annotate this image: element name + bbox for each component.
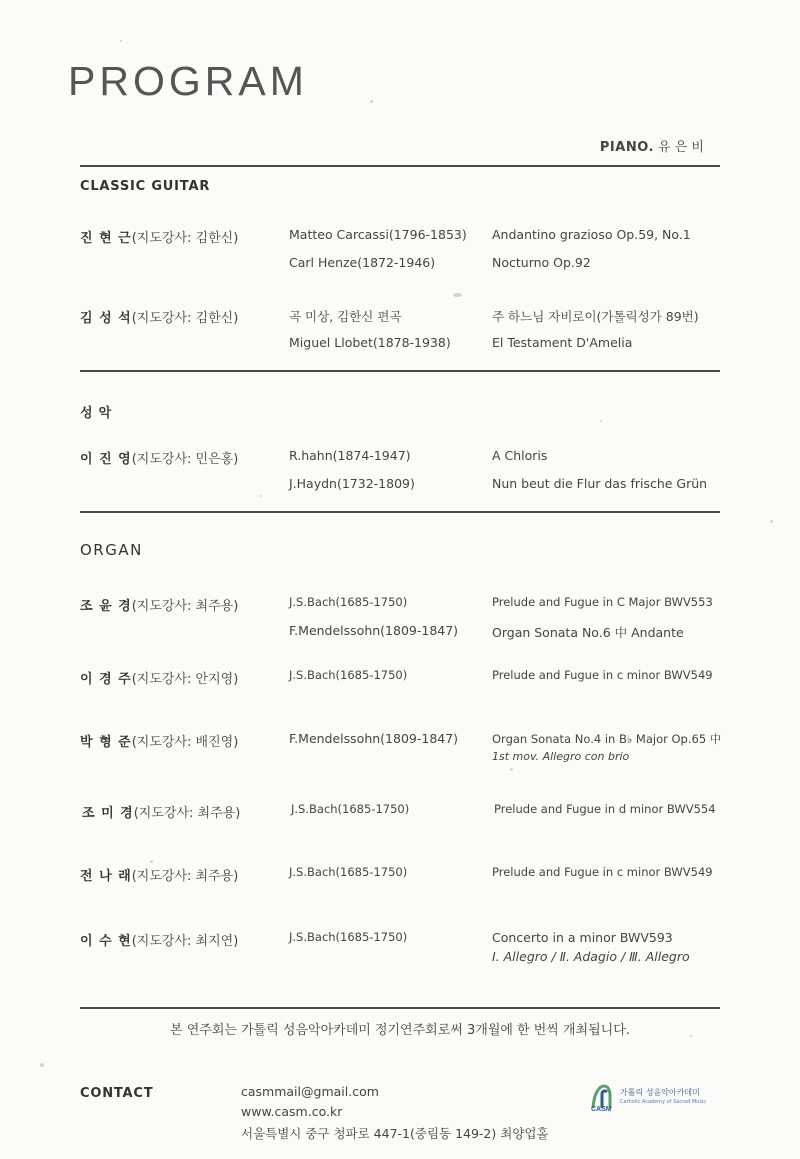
paper-speck (150, 860, 153, 863)
piece-movement: 1st mov. Allegro con brio (492, 750, 630, 763)
performer (80, 595, 238, 614)
section-title-classic-guitar: CLASSIC GUITAR (80, 179, 211, 194)
piano-accompanist (600, 136, 704, 155)
logo-name: 가톨릭 성음악아카데미 (620, 1088, 700, 1097)
piece-movement: Ⅰ. Allegro / Ⅱ. Adagio / Ⅲ. Allegro (492, 949, 690, 964)
svg-text:CASM: CASM (591, 1106, 612, 1112)
paper-speck (600, 420, 602, 422)
contact-address: 서울특별시 중구 청파로 447-1(중림동 149-2) 최양업홀 (241, 1126, 549, 1141)
contact-email[interactable]: casmmail@gmail.com (241, 1084, 379, 1099)
composer: J.S.Bach(1685-1750) (289, 595, 408, 609)
paper-speck (510, 768, 513, 771)
section-title-vocal: 성 악 (80, 406, 113, 421)
concert-notice: 본 연주회는 가톨릭 성음악아카데미 정기연주회로써 3개월에 한 번씩 개최됩니다. (170, 1023, 630, 1038)
composer: F.Mendelssohn(1809-1847) (289, 731, 459, 746)
piece: El Testament D'Amelia (492, 335, 633, 350)
performer (80, 448, 238, 467)
casm-logo (590, 1082, 720, 1112)
composer: Matteo Carcassi(1796-1853) (289, 227, 467, 242)
piece: Organ Sonata No.6 中 Andante (492, 625, 684, 640)
teacher-name: (지도강사: 배진영) (131, 735, 239, 750)
section-divider (80, 370, 720, 372)
performer-name: 조 미 경 (82, 806, 134, 821)
performer-name: 전 나 래 (80, 869, 132, 884)
composer: J.Haydn(1732-1809) (289, 476, 415, 491)
contact-website[interactable]: www.casm.co.kr (241, 1104, 343, 1119)
teacher-name: (지도강사: 최주용) (131, 599, 239, 614)
performer-name: 조 윤 경 (80, 599, 132, 614)
teacher-name: (지도강사: 최지연) (131, 934, 239, 949)
performer-name: 박 형 준 (80, 735, 132, 750)
piece: Nocturno Op.92 (492, 255, 591, 270)
performer (82, 802, 240, 821)
piece: Prelude and Fugue in d minor BWV554 (494, 802, 716, 816)
performer-name: 이 수 현 (80, 934, 132, 949)
performer-name: 김 성 석 (80, 311, 132, 326)
teacher-name: (지도강사: 안지영) (131, 672, 239, 687)
section-divider (80, 1007, 720, 1009)
paper-speck (770, 520, 773, 523)
piece: Concerto in a minor BWV593 (492, 930, 673, 945)
section-divider (80, 511, 720, 513)
performer-name: 이 경 주 (80, 672, 132, 687)
performer (80, 307, 238, 326)
performer (80, 668, 238, 687)
piece: Prelude and Fugue in c minor BWV549 (492, 668, 713, 682)
paper-speck (370, 100, 373, 103)
piece: A Chloris (492, 448, 548, 463)
casm-logo-icon (590, 1082, 620, 1112)
paper-speck (260, 495, 262, 497)
performer (80, 227, 238, 246)
composer: Miguel Llobet(1878-1938) (289, 335, 451, 350)
piece: 주 하느님 자비로이(가톨릭성가 89번) (492, 309, 699, 324)
performer (80, 731, 238, 750)
paper-speck (120, 40, 122, 42)
section-title-organ: ORGAN (80, 541, 143, 559)
piece: Prelude and Fugue in c minor BWV549 (492, 865, 713, 879)
logo-subtitle: Catholic Academy of Sacred Music (620, 1099, 707, 1105)
contact-label: CONTACT (80, 1086, 154, 1101)
composer: J.S.Bach(1685-1750) (291, 802, 410, 816)
composer: R.hahn(1874-1947) (289, 448, 411, 463)
section-divider (80, 165, 720, 167)
performer-name: 진 현 근 (80, 231, 132, 246)
performer (80, 865, 238, 884)
page-title: PROGRAM (68, 58, 308, 104)
piece: Prelude and Fugue in C Major BWV553 (492, 595, 713, 609)
teacher-name: (지도강사: 민은홍) (131, 452, 239, 467)
composer: J.S.Bach(1685-1750) (289, 930, 408, 944)
piece: Organ Sonata No.4 in B♭ Major Op.65 中 (492, 732, 722, 746)
piece: Nun beut die Flur das frische Grün (492, 476, 708, 491)
composer: J.S.Bach(1685-1750) (289, 668, 408, 682)
paper-speck (40, 1063, 44, 1067)
performer-name: 이 진 영 (80, 452, 132, 467)
teacher-name: (지도강사: 최주용) (133, 806, 241, 821)
performer (80, 930, 238, 949)
teacher-name: (지도강사: 김한신) (131, 311, 239, 326)
composer: F.Mendelssohn(1809-1847) (289, 623, 459, 638)
teacher-name: (지도강사: 김한신) (131, 231, 239, 246)
composer: 곡 미상, 김한신 편곡 (289, 309, 402, 324)
teacher-name: (지도강사: 최주용) (131, 869, 239, 884)
composer: Carl Henze(1872-1946) (289, 255, 436, 270)
piano-name: 유 은 비 (658, 140, 704, 155)
piano-label: PIANO. (599, 140, 654, 155)
piece: Andantino grazioso Op.59, No.1 (492, 227, 691, 242)
paper-speck (453, 293, 462, 297)
composer: J.S.Bach(1685-1750) (289, 865, 408, 879)
